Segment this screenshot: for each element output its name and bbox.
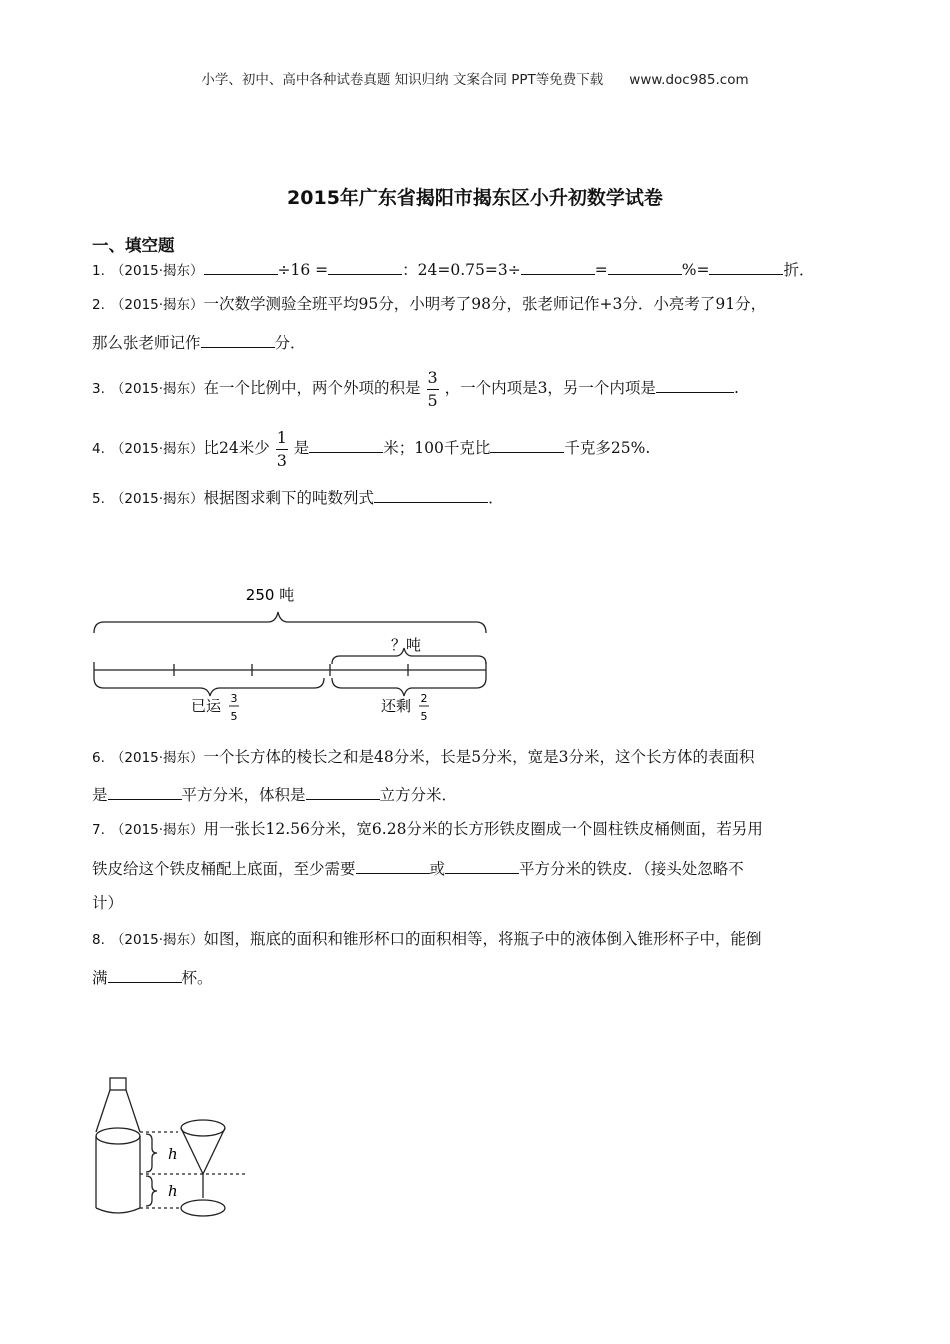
question-source: （2015·揭东） — [110, 263, 204, 279]
question-text: 米；100千克比 — [383, 439, 491, 457]
answer-blank — [490, 436, 564, 453]
answer-blank — [356, 857, 430, 874]
question-number: 1. — [92, 263, 105, 279]
question-text: 折． — [783, 261, 815, 279]
segment-diagram — [88, 578, 498, 728]
bottle-cone-diagram — [88, 1070, 258, 1230]
remaining-brace — [332, 678, 486, 696]
fraction-numerator: 1 — [276, 427, 287, 447]
question-text: 或 — [429, 860, 446, 878]
question-text: ：24=0.75=3÷ — [402, 261, 521, 279]
question-text: 比24米少 — [203, 439, 270, 457]
question-number: 8. — [92, 932, 105, 948]
answer-blank — [521, 258, 595, 275]
question-text: 分． — [274, 334, 306, 352]
shipped-fraction-numerator: 3 — [230, 692, 238, 705]
bottle-cap — [110, 1078, 126, 1090]
question-text: 一次数学测验全班平均95分，小明考了98分，张老师记作+3分．小亮考了91分， — [203, 295, 767, 313]
remaining-label: 还剩 — [380, 697, 412, 715]
answer-blank — [108, 966, 182, 983]
header-site[interactable]: www.doc985.com — [629, 72, 749, 88]
h-label-bottom: h — [168, 1182, 178, 1200]
question-8 — [92, 928, 762, 951]
fraction-denominator: 5 — [427, 390, 438, 410]
question-source: （2015·揭东） — [110, 491, 204, 507]
page-header — [0, 68, 950, 88]
answer-blank — [201, 331, 275, 348]
bottle-top-ellipse — [96, 1128, 140, 1144]
question-5 — [92, 486, 504, 510]
question-8-line-2 — [92, 966, 213, 989]
question-text: 平方分米的铁皮．（接头处忽略不 — [519, 860, 744, 878]
fraction-bar — [276, 449, 288, 450]
question-source: （2015·揭东） — [110, 932, 204, 948]
question-text: 铁皮给这个铁皮桶配上底面，至少需要 — [92, 860, 356, 878]
question-text: 千克多25%. — [564, 439, 651, 457]
question-2-line-2 — [92, 331, 306, 354]
question-text: 平方分米，体积是 — [181, 786, 306, 804]
question-text: ÷16 = — [277, 261, 329, 279]
question-text: ． — [488, 489, 504, 507]
question-7 — [92, 818, 763, 841]
fraction — [276, 429, 288, 470]
answer-blank — [328, 258, 402, 275]
shipped-fraction-denominator: 5 — [230, 710, 238, 723]
question-7-line-2 — [92, 857, 744, 880]
cone-body — [181, 1128, 225, 1174]
answer-blank — [709, 258, 783, 275]
answer-blank — [108, 783, 182, 800]
cone-rim — [181, 1120, 225, 1136]
question-source: （2015·揭东） — [110, 822, 204, 838]
answer-blank — [608, 258, 682, 275]
bottle-neck — [96, 1090, 140, 1132]
question-source: （2015·揭东） — [110, 441, 204, 457]
fraction-denominator: 3 — [276, 450, 287, 470]
exam-title: 2015年广东省揭阳市揭东区小升初数学试卷 — [287, 187, 663, 209]
question-text: 计） — [92, 894, 124, 912]
question-text: 那么张老师记作 — [92, 334, 201, 352]
question-number: 5. — [92, 491, 105, 507]
question-number: 6. — [92, 750, 105, 766]
remaining-fraction-denominator: 5 — [420, 710, 428, 723]
cone-base — [181, 1200, 225, 1216]
unknown-label: ？吨 — [390, 636, 422, 654]
question-text: 是 — [293, 439, 310, 457]
question-number: 3. — [92, 381, 105, 397]
header-text: 小学、初中、高中各种试卷真题 知识归纳 文案合同 PPT等免费下载 — [201, 72, 604, 88]
question-source: （2015·揭东） — [110, 381, 204, 397]
question-1 — [92, 258, 814, 282]
shipped-brace — [94, 678, 324, 696]
fraction-bar — [427, 389, 439, 390]
question-text: 杯。 — [181, 969, 213, 987]
question-text: 立方分米． — [379, 786, 458, 804]
bottle-bottom — [96, 1208, 140, 1213]
h-label-top: h — [168, 1145, 178, 1163]
question-text: 满 — [92, 969, 108, 987]
question-source: （2015·揭东） — [110, 297, 204, 313]
h-brace-top — [146, 1134, 157, 1172]
question-text: 是 — [92, 786, 108, 804]
question-text: 用一张长12.56分米，宽6.28分米的长方形铁皮圈成一个圆柱铁皮桶侧面，若另用 — [203, 820, 763, 838]
answer-blank — [374, 486, 488, 503]
question-6-line-2 — [92, 783, 457, 806]
remaining-fraction-numerator: 2 — [420, 692, 428, 705]
question-text: 如图，瓶底的面积和锥形杯口的面积相等，将瓶子中的液体倒入锥形杯子中，能倒 — [203, 930, 762, 948]
question-text: 在一个比例中，两个外项的积是 — [203, 379, 421, 397]
question-text: . — [733, 379, 739, 397]
fraction — [427, 369, 439, 410]
answer-blank — [204, 258, 278, 275]
section-heading: 一、填空题 — [92, 236, 175, 255]
question-7-line-3 — [92, 892, 123, 914]
question-2 — [92, 293, 766, 316]
fraction-numerator: 3 — [427, 367, 438, 387]
question-6 — [92, 746, 755, 769]
answer-blank — [656, 376, 734, 393]
question-3 — [92, 366, 739, 411]
answer-blank — [445, 857, 519, 874]
question-text: ，一个内项是3，另一个内项是 — [444, 379, 656, 397]
question-number: 4. — [92, 441, 105, 457]
question-text: %= — [681, 261, 710, 279]
question-source: （2015·揭东） — [110, 750, 204, 766]
question-number: 2. — [92, 297, 105, 313]
total-brace — [94, 612, 486, 633]
answer-blank — [306, 783, 380, 800]
question-number: 7. — [92, 822, 105, 838]
h-brace-bottom — [146, 1176, 157, 1206]
question-text: 根据图求剩下的吨数列式 — [203, 489, 375, 507]
question-text: = — [594, 261, 608, 279]
shipped-label: 已运 — [190, 697, 222, 715]
total-label: 250 吨 — [245, 586, 295, 604]
question-text: 一个长方体的棱长之和是48分米，长是5分米，宽是3分米，这个长方体的表面积 — [203, 748, 755, 766]
question-4 — [92, 426, 650, 471]
answer-blank — [309, 436, 383, 453]
